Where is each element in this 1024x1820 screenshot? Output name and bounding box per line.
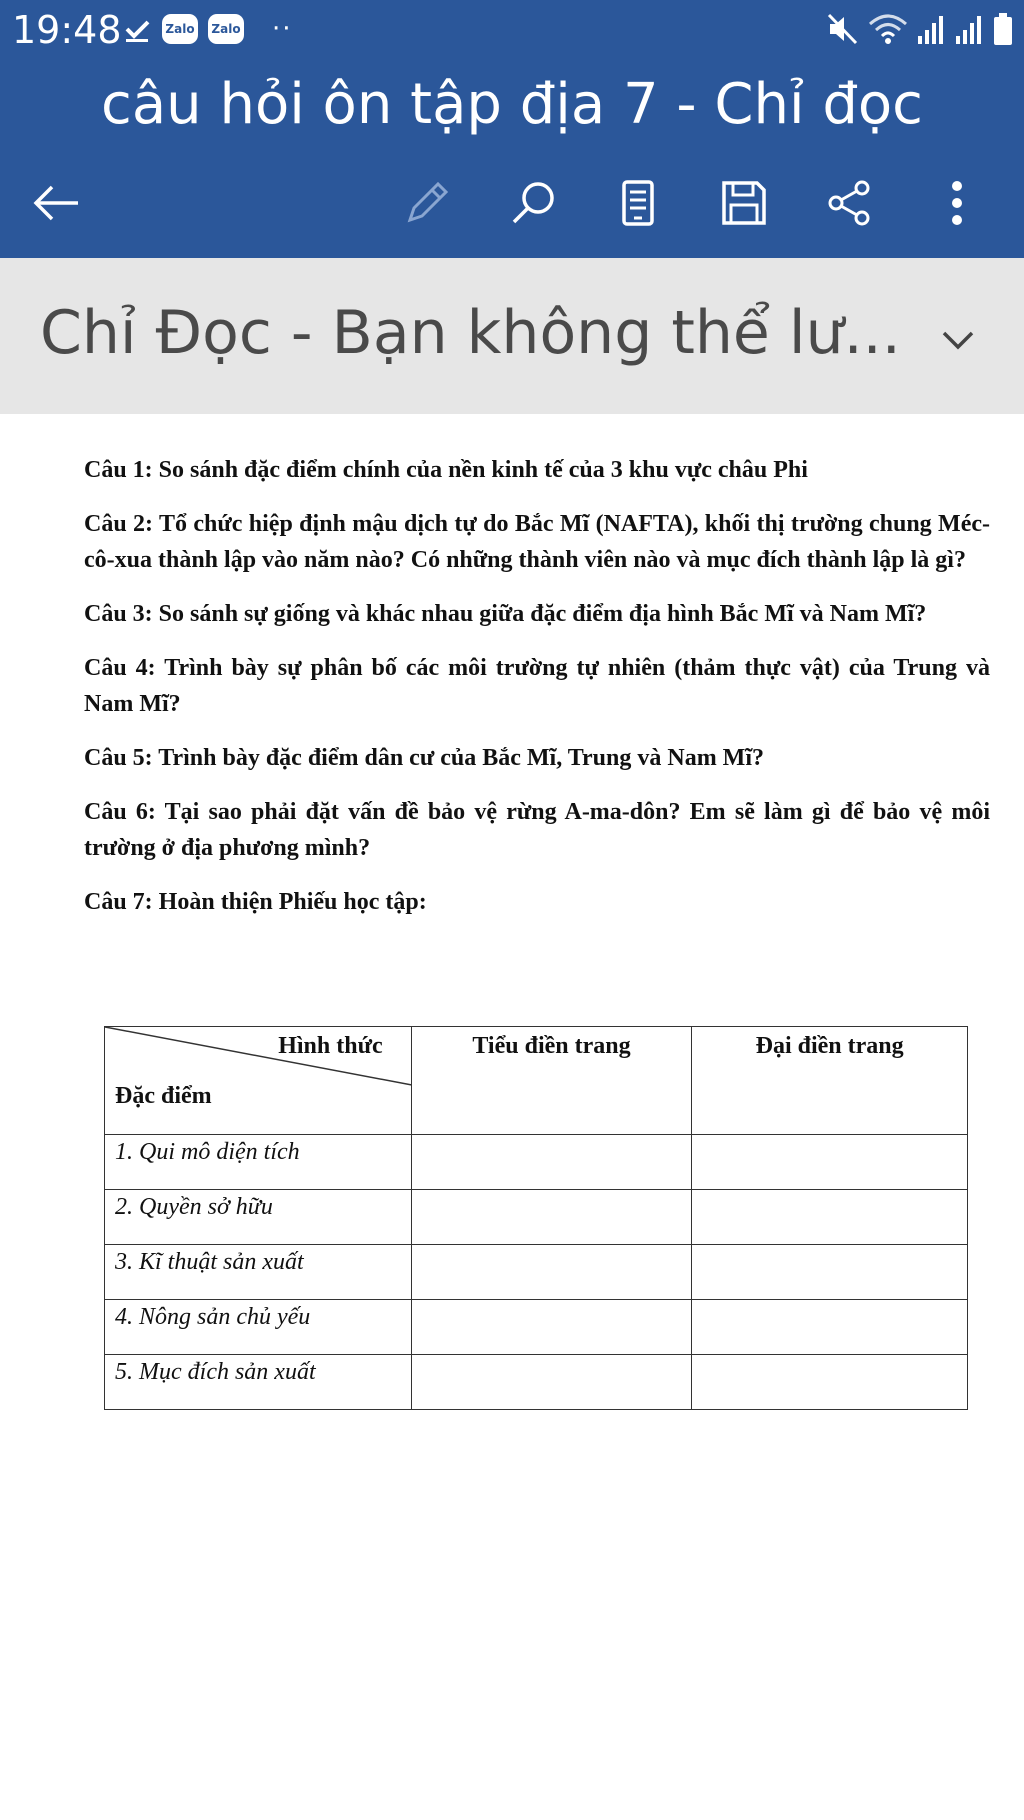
table-cell: [692, 1245, 968, 1300]
table-cell: [411, 1245, 692, 1300]
search-icon: [508, 178, 558, 228]
table-row: [105, 1135, 968, 1190]
read-only-message: Chỉ Đọc - Bạn không thể lư...: [40, 298, 901, 368]
read-only-banner[interactable]: [0, 258, 1024, 414]
battery-icon: [992, 12, 1014, 46]
table-cell: [411, 1300, 692, 1355]
row-label: 5. Mục đích sản xuất: [105, 1355, 412, 1410]
expand-banner-button[interactable]: [930, 312, 986, 368]
column-header: Đại điền trang: [692, 1027, 968, 1135]
question-2: Câu 2: Tổ chức hiệp định mậu dịch tự do Bắc Mĩ (NAFTA), khối thị trường chung Méc-cô-xua thành lập vào năm nào? Có những thành viên nào và mục đích thành lập là gì?: [84, 511, 990, 573]
header-form-label: Hình thức: [278, 1033, 383, 1059]
mobile-view-button[interactable]: [603, 168, 673, 238]
row-label: 2. Quyền sở hữu: [105, 1190, 412, 1245]
question-6: Câu 6: Tại sao phải đặt vấn đề bảo vệ rừng A-ma-dôn? Em sẽ làm gì để bảo vệ môi trường ở địa phương mình?: [84, 799, 990, 861]
toolbar: [0, 168, 1024, 238]
zalo-icon: Zalo: [162, 14, 198, 44]
row-label: 1. Qui mô diện tích: [105, 1135, 412, 1190]
save-button[interactable]: [709, 168, 779, 238]
table-row: [105, 1190, 968, 1245]
header-feature-label: Đặc điểm: [115, 1083, 212, 1109]
question-1: Câu 1: So sánh đặc điểm chính của nền kinh tế của 3 khu vực châu Phi: [84, 457, 808, 483]
signal-icon: [916, 12, 946, 46]
table-header-row: [105, 1027, 968, 1135]
question-4: Câu 4: Trình bày sự phân bố các môi trường tự nhiên (thảm thực vật) của Trung và Nam Mĩ?: [84, 655, 990, 717]
system-icons: [826, 12, 1014, 46]
table-cell: [411, 1135, 692, 1190]
notification-icons: [122, 14, 293, 44]
table-row: [105, 1300, 968, 1355]
diagonal-header-cell: [105, 1027, 412, 1135]
pencil-icon: [402, 178, 452, 228]
back-arrow-icon: [32, 183, 82, 223]
row-label: 3. Kĩ thuật sản xuất: [105, 1245, 412, 1300]
save-icon: [719, 178, 769, 228]
mobile-view-icon: [613, 178, 663, 228]
worksheet-table: [104, 1026, 968, 1410]
document-body: [84, 452, 990, 938]
download-done-icon: [122, 14, 152, 44]
row-label: 4. Nông sản chủ yếu: [105, 1300, 412, 1355]
status-bar: [0, 0, 1024, 60]
table-cell: [411, 1355, 692, 1410]
table-cell: [692, 1300, 968, 1355]
table-cell: [692, 1135, 968, 1190]
table-cell: [692, 1355, 968, 1410]
edit-button[interactable]: [392, 168, 462, 238]
question-5: Câu 5: Trình bày đặc điểm dân cư của Bắc Mĩ, Trung và Nam Mĩ?: [84, 745, 765, 771]
mute-icon: [826, 12, 860, 46]
status-time: 19:48: [12, 8, 122, 52]
back-button[interactable]: [22, 168, 92, 238]
search-button[interactable]: [498, 168, 568, 238]
more-options-button[interactable]: [922, 168, 992, 238]
column-header: Tiểu điền trang: [411, 1027, 692, 1135]
question-3: Câu 3: So sánh sự giống và khác nhau giữa đặc điểm địa hình Bắc Mĩ và Nam Mĩ?: [84, 601, 927, 627]
signal-icon: [954, 12, 984, 46]
more-notifications-icon: ··: [272, 14, 293, 44]
zalo-icon: Zalo: [208, 14, 244, 44]
chevron-down-icon: [941, 329, 975, 351]
table-cell: [411, 1190, 692, 1245]
table-row: [105, 1245, 968, 1300]
table-row: [105, 1355, 968, 1410]
document-title: câu hỏi ôn tập địa 7 - Chỉ đọc: [101, 72, 923, 137]
app-bar: [0, 0, 1024, 258]
wifi-icon: [868, 12, 908, 46]
question-7: Câu 7: Hoàn thiện Phiếu học tập:: [84, 889, 427, 915]
share-icon: [824, 178, 874, 228]
share-button[interactable]: [814, 168, 884, 238]
table-cell: [692, 1190, 968, 1245]
more-vertical-icon: [947, 178, 967, 228]
